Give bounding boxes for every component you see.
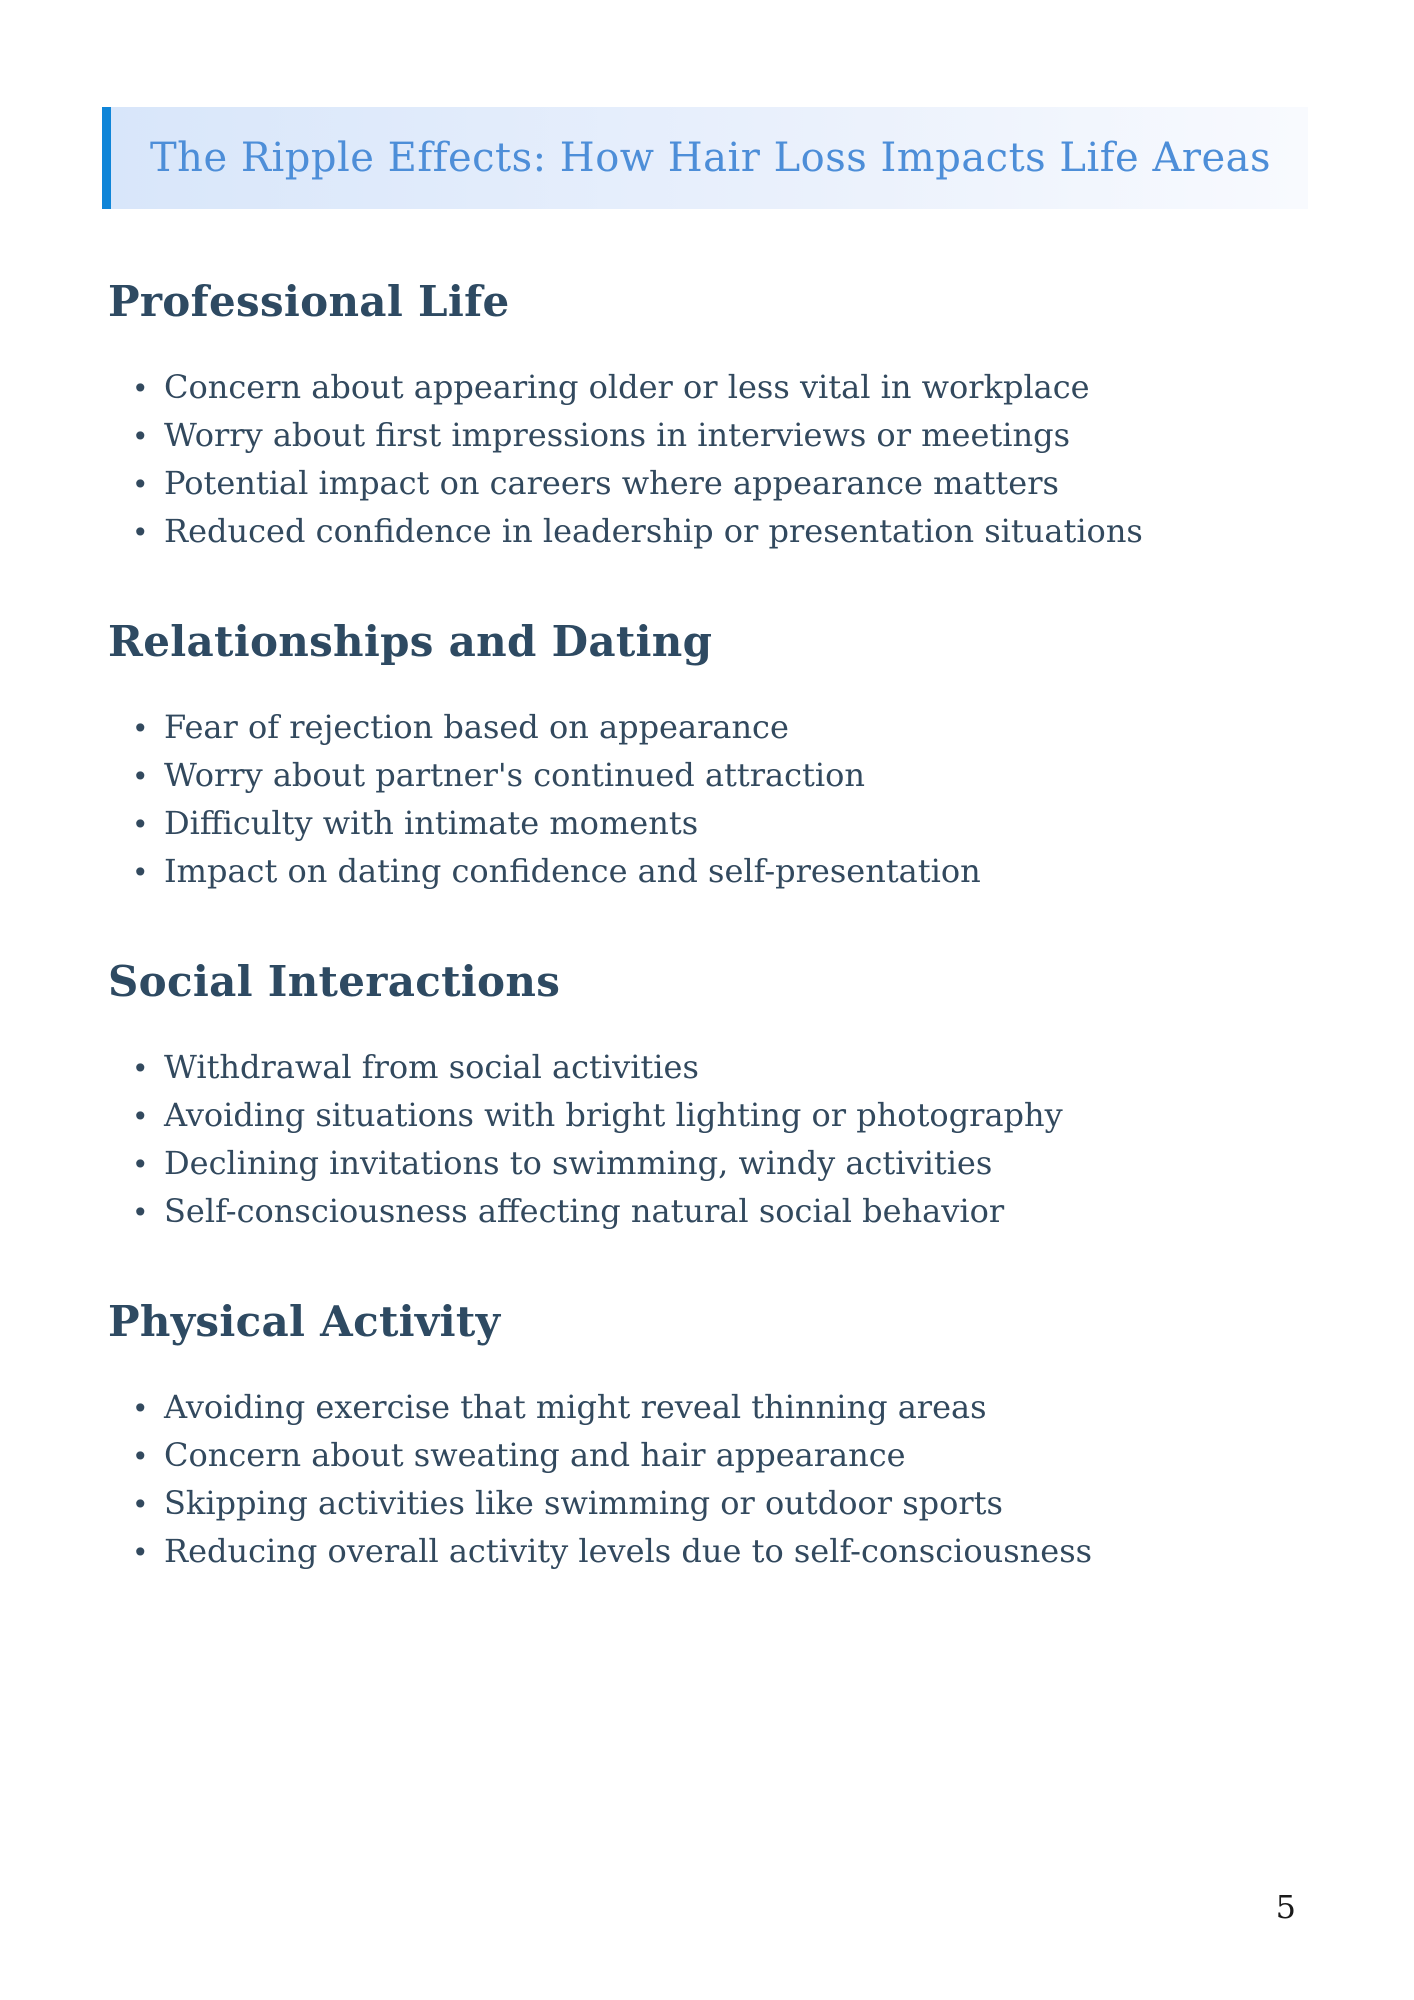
list-item	[108, 704, 1318, 752]
bullet-list	[108, 364, 1318, 556]
bullet-marker: •	[132, 1052, 149, 1085]
bullet-list	[108, 1044, 1318, 1236]
bullet-marker: •	[132, 1440, 149, 1473]
bullet-text: Worry about partner's continued attraction	[164, 756, 866, 794]
bullet-marker: •	[132, 372, 149, 405]
bullet-text: Difficulty with intimate moments	[164, 804, 699, 842]
list-item	[108, 1480, 1318, 1528]
bullet-marker: •	[132, 420, 149, 453]
bullet-marker: •	[132, 516, 149, 549]
bullet-text: Concern about sweating and hair appearance	[164, 1436, 906, 1474]
bullet-text: Concern about appearing older or less vital in workplace	[164, 368, 1090, 406]
list-item	[108, 364, 1318, 412]
content-area	[108, 276, 1318, 1636]
bullet-marker: •	[132, 1488, 149, 1521]
section-heading: Relationships and Dating	[108, 617, 713, 666]
bullet-marker: •	[132, 468, 149, 501]
bullet-text: Potential impact on careers where appearance matters	[164, 464, 1059, 502]
list-item	[108, 1092, 1318, 1140]
section-heading: Professional Life	[108, 277, 510, 326]
list-item	[108, 752, 1318, 800]
list-item	[108, 1188, 1318, 1236]
bullet-text: Avoiding exercise that might reveal thinning areas	[164, 1388, 987, 1426]
list-item	[108, 508, 1318, 556]
bullet-text: Fear of rejection based on appearance	[164, 708, 789, 746]
list-item	[108, 412, 1318, 460]
list-item	[108, 460, 1318, 508]
section-social-interactions	[108, 956, 1318, 1236]
bullet-marker: •	[132, 1536, 149, 1569]
title-banner	[102, 107, 1308, 209]
section-heading: Physical Activity	[108, 1297, 501, 1346]
bullet-text: Worry about first impressions in interviews or meetings	[164, 416, 1070, 454]
bullet-marker: •	[132, 856, 149, 889]
page-title: The Ripple Effects: How Hair Loss Impacts Life Areas	[150, 135, 1271, 181]
bullet-marker: •	[132, 1392, 149, 1425]
section-relationships-and-dating	[108, 616, 1318, 896]
bullet-marker: •	[132, 712, 149, 745]
bullet-text: Withdrawal from social activities	[164, 1048, 699, 1086]
bullet-marker: •	[132, 1196, 149, 1229]
list-item	[108, 800, 1318, 848]
bullet-text: Reduced confidence in leadership or presentation situations	[164, 512, 1143, 550]
bullet-text: Avoiding situations with bright lighting or photography	[164, 1096, 1063, 1134]
bullet-marker: •	[132, 808, 149, 841]
list-item	[108, 1432, 1318, 1480]
list-item	[108, 1044, 1318, 1092]
section-heading: Social Interactions	[108, 957, 561, 1006]
list-item	[108, 1140, 1318, 1188]
bullet-marker: •	[132, 1100, 149, 1133]
section-physical-activity	[108, 1296, 1318, 1576]
list-item	[108, 1384, 1318, 1432]
section-professional-life	[108, 276, 1318, 556]
bullet-text: Self-consciousness affecting natural social behavior	[164, 1192, 1005, 1230]
bullet-text: Declining invitations to swimming, windy activities	[164, 1144, 993, 1182]
list-item	[108, 1528, 1318, 1576]
bullet-text: Skipping activities like swimming or outdoor sports	[164, 1484, 1003, 1522]
bullet-marker: •	[132, 1148, 149, 1181]
bullet-list	[108, 1384, 1318, 1576]
page-number: 5	[1275, 1888, 1296, 1926]
accent-bar	[102, 107, 111, 209]
bullet-list	[108, 704, 1318, 896]
list-item	[108, 848, 1318, 896]
bullet-text: Reducing overall activity levels due to self-consciousness	[164, 1532, 1093, 1570]
bullet-marker: •	[132, 760, 149, 793]
bullet-text: Impact on dating confidence and self-presentation	[164, 852, 981, 890]
